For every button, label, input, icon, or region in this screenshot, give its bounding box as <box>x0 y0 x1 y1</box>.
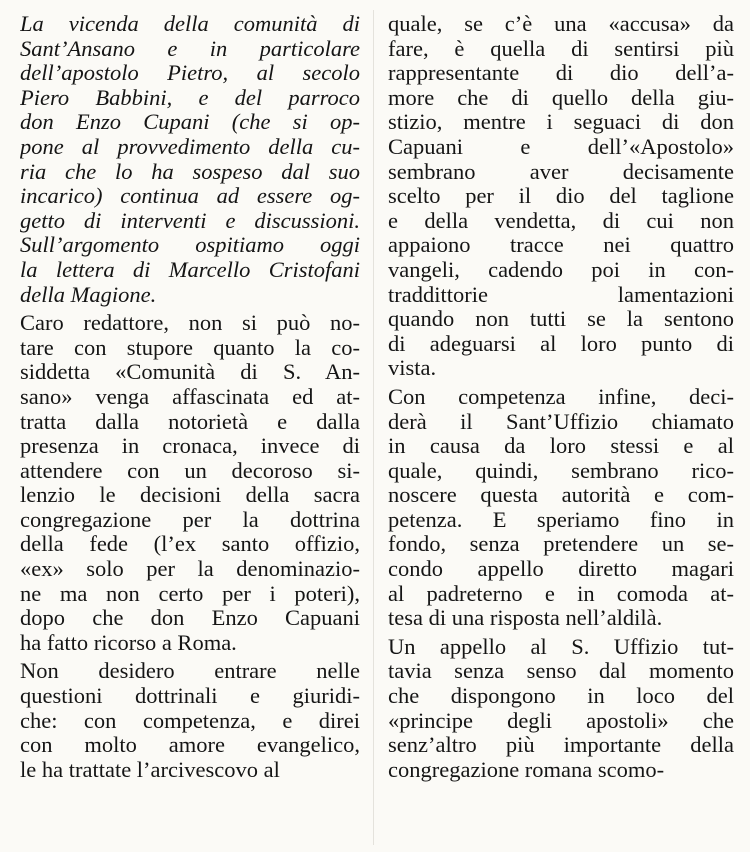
text-line: ne ma non certo per i poteri), <box>20 581 360 606</box>
body-paragraph <box>388 385 734 631</box>
text-line: dopo che don Enzo Capuani <box>20 606 360 631</box>
text-line: questioni dottrinali e giuridi- <box>20 684 360 709</box>
text-line: la lettera di Marcello Cristofani <box>20 257 360 282</box>
text-line: della fede (l’ex santo offizio, <box>20 532 360 557</box>
text-line: incarico) continua ad essere og- <box>20 184 360 209</box>
text-line: vangeli, cadendo poi in con- <box>388 257 734 282</box>
text-line: pone al provvedimento della cu- <box>20 134 360 159</box>
text-line: rappresentante di dio dell’a- <box>388 61 734 86</box>
text-line: «ex» solo per la denominazio- <box>20 557 360 582</box>
text-line: senz’altro più importante della <box>388 733 734 758</box>
text-line: quale, quindi, sembrano rico- <box>388 458 734 483</box>
text-line: tesa di una risposta nell’aldilà. <box>388 606 663 631</box>
text-line: fare, è quella di sentirsi più <box>388 36 734 61</box>
body-paragraph <box>20 659 360 782</box>
text-line: tavia senza senso dal momento <box>388 659 734 684</box>
text-line: vista. <box>388 356 437 381</box>
text-line: sembrano aver decisamente <box>388 159 734 184</box>
text-line: appaiono tracce nei quattro <box>388 233 734 258</box>
text-line: petenza. E speriamo fino in <box>388 507 734 532</box>
text-line: sano» venga affascinata ed at- <box>20 384 360 409</box>
text-line: quale, se c’è una «accusa» da <box>388 12 734 36</box>
text-line: Non desidero entrare nelle <box>20 659 360 684</box>
intro-paragraph <box>20 12 360 307</box>
text-line: che dispongono in loco del <box>388 684 734 709</box>
text-line: Sant’Ansano e in particolare <box>20 36 360 61</box>
text-line: «principe degli apostoli» che <box>388 708 734 733</box>
text-line: scelto per il dio del taglione <box>388 184 734 209</box>
text-line: noscere questa autorità e com- <box>388 483 734 508</box>
text-line: in causa da loro stessi e al <box>388 434 734 459</box>
text-line: presenza in cronaca, invece di <box>20 434 360 459</box>
text-line: siddetta «Comunità di S. An- <box>20 360 360 385</box>
text-line: tare con stupore quanto la co- <box>20 335 360 360</box>
text-line: traddittorie lamentazioni <box>388 282 734 307</box>
text-line: Con competenza infine, deci- <box>388 384 734 409</box>
text-line: Sull’argomento ospitiamo oggi <box>20 233 360 258</box>
body-paragraph <box>388 635 734 783</box>
body-paragraph <box>20 311 360 655</box>
body-paragraph <box>388 12 734 381</box>
text-line: della Magione. <box>20 282 157 307</box>
text-line: derà il Sant’Uffizio chiamato <box>388 409 734 434</box>
text-line: ha fatto ricorso a Roma. <box>20 630 237 655</box>
right-column <box>388 12 734 782</box>
column-gutter <box>373 10 374 845</box>
text-line: Un appello al S. Uffizio tut- <box>388 634 734 659</box>
text-line: stizio, mentre i seguaci di don <box>388 110 734 135</box>
text-line: e della vendetta, di cui non <box>388 208 734 233</box>
text-line: Caro redattore, non si può no- <box>20 311 360 336</box>
text-line: che: con competenza, e direi <box>20 708 360 733</box>
text-line: le ha trattate l’arcivescovo al <box>20 757 280 782</box>
text-line: quando non tutti se la sentono <box>388 307 734 332</box>
text-line: Piero Babbini, e del parroco <box>20 85 360 110</box>
text-line: congregazione per la dottrina <box>20 507 360 532</box>
text-line: dell’apostolo Pietro, al secolo <box>20 61 360 86</box>
text-line: congregazione romana scomo- <box>388 757 665 782</box>
text-line: con molto amore evangelico, <box>20 733 360 758</box>
text-line: more che di quello della giu- <box>388 85 734 110</box>
text-line: Capuani e dell’«Apostolo» <box>388 134 734 159</box>
text-line: don Enzo Cupani (che si op- <box>20 110 360 135</box>
text-line: fondo, senza pretendere un se- <box>388 532 734 557</box>
text-line: condo appello diretto magari <box>388 557 734 582</box>
left-column <box>20 12 360 782</box>
text-line: al padreterno e in comoda at- <box>388 581 734 606</box>
text-line: di adeguarsi al loro punto di <box>388 331 734 356</box>
text-line: getto di interventi e discussioni. <box>20 208 360 233</box>
text-line: tratta dalla notorietà e dalla <box>20 409 360 434</box>
text-line: lenzio le decisioni della sacra <box>20 483 360 508</box>
text-line: ria che lo ha sospeso dal suo <box>20 159 360 184</box>
text-line: attendere con un decoroso si- <box>20 458 360 483</box>
text-line: La vicenda della comunità di <box>20 12 360 36</box>
